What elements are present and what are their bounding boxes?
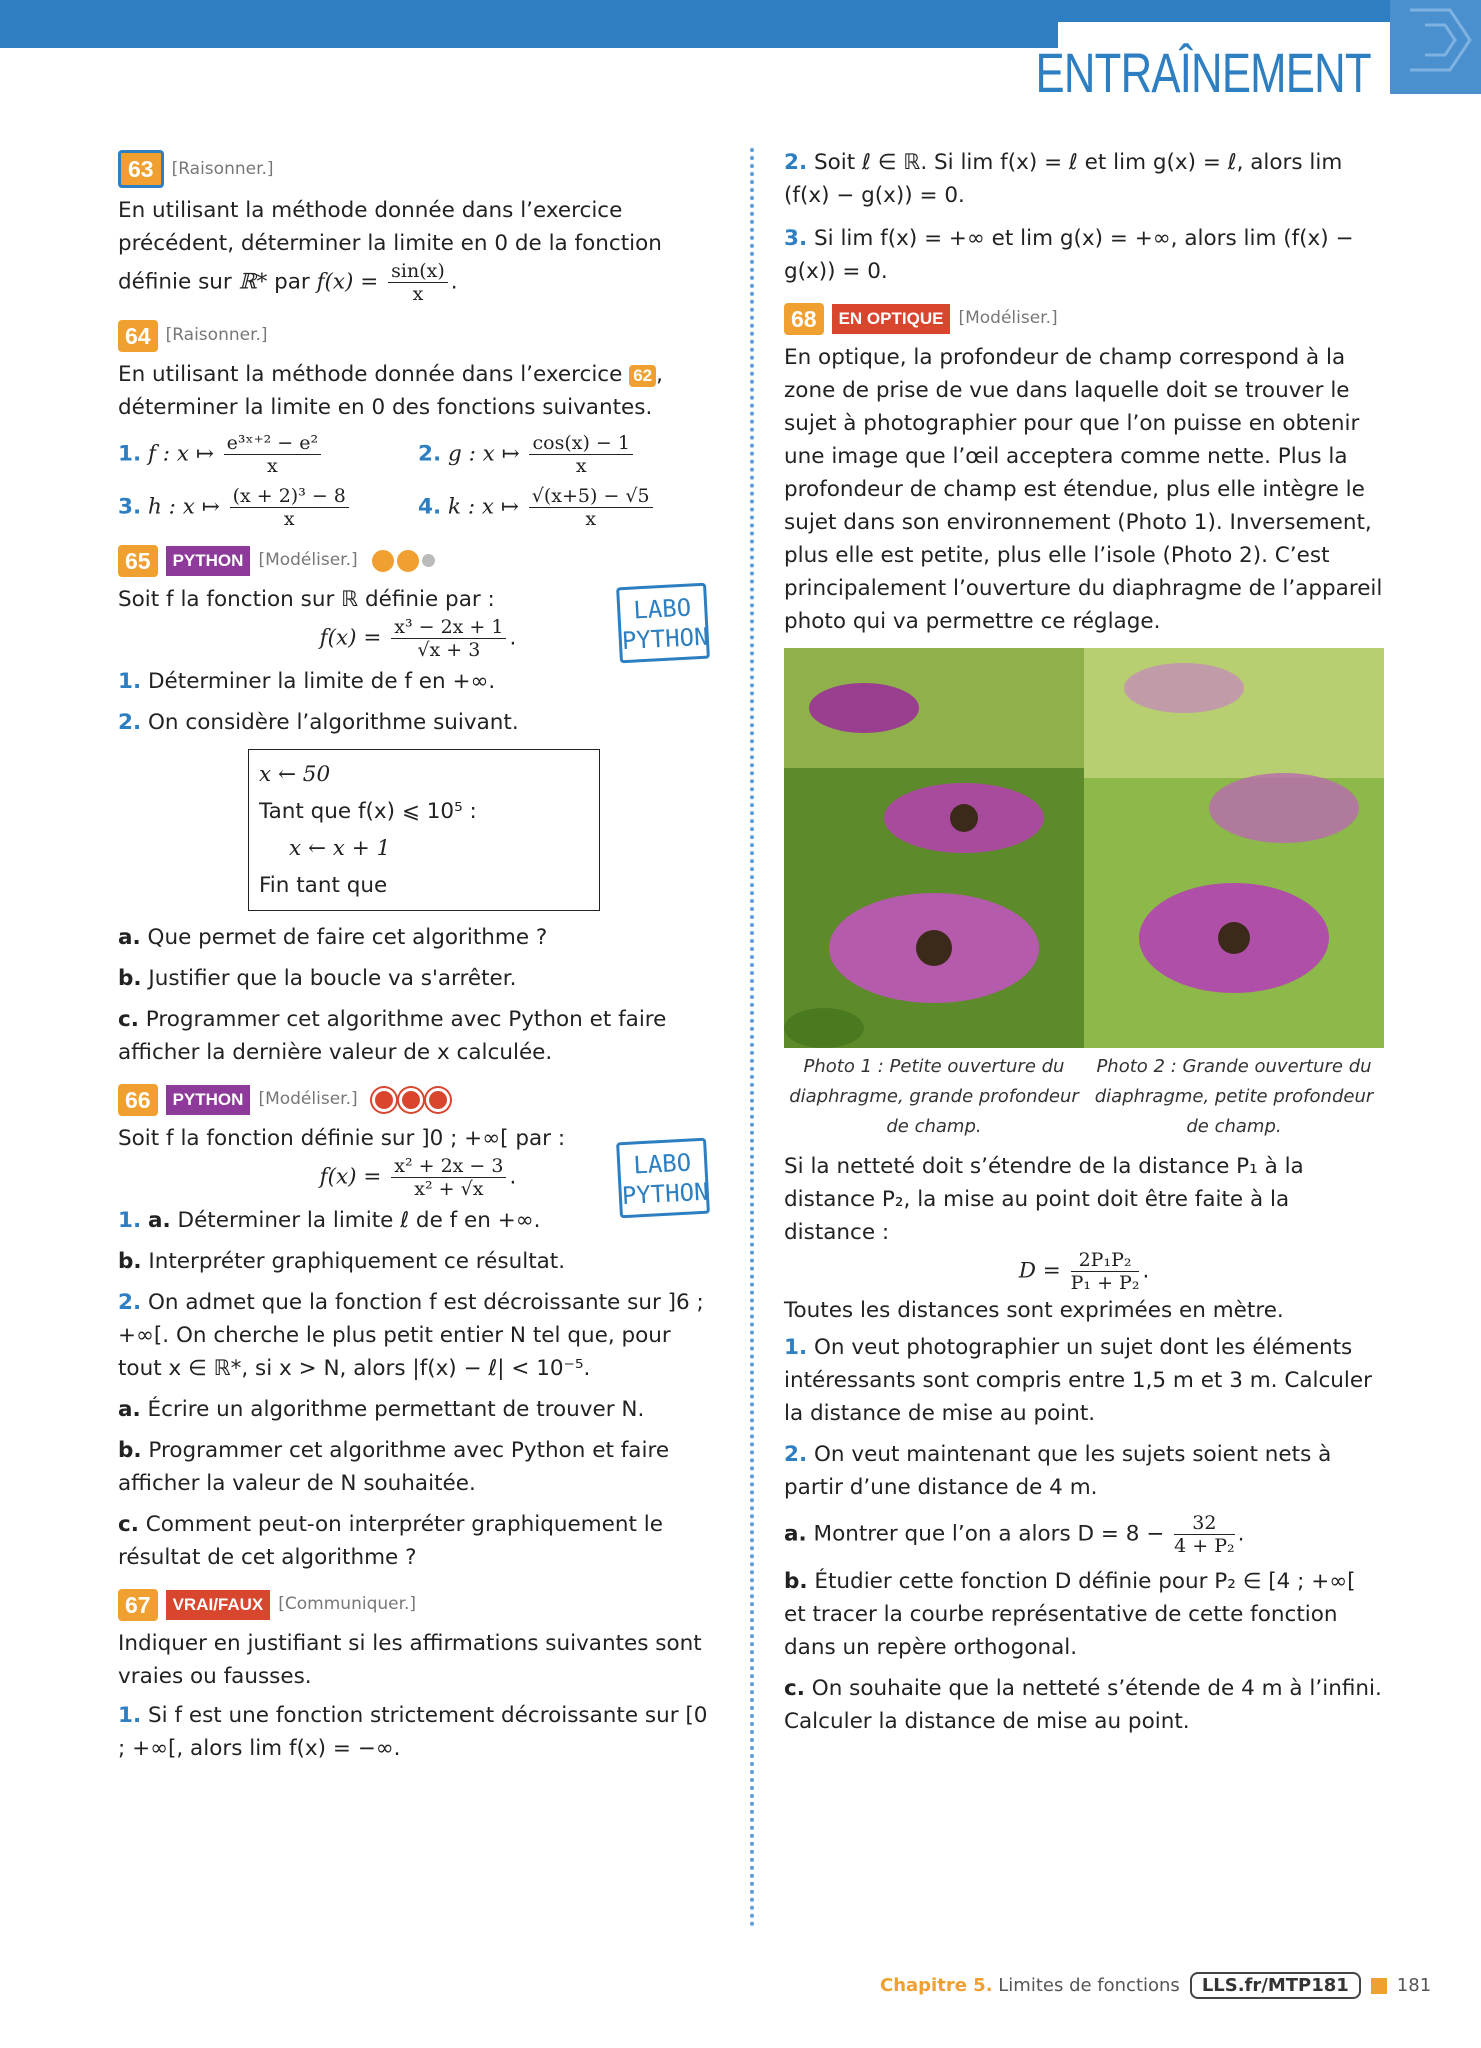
column-divider [750, 148, 754, 1928]
exercise-ref-badge[interactable]: 62 [629, 365, 656, 387]
skill-label: [Modéliser.] [258, 550, 358, 570]
statement-text: Si lim f(x) = +∞ et lim g(x) = +∞, alors lim (f(x) − g(x)) = 0. [784, 226, 1354, 284]
exercise-68-header [784, 302, 1384, 335]
python-tag: PYTHON [166, 546, 251, 576]
fraction: $\frac{√(x+5) - √5}{x}$ [529, 485, 653, 530]
algorithm-box: x ← 50 Tant que f(x) ⩽ 10⁵ : x ← x + 1 Fin tant que [248, 749, 600, 911]
right-column: 2. Soit ℓ ∈ ℝ. Si lim f(x) = ℓ et lim g(x) = ℓ, alors lim (f(x) − g(x)) = 0. 3. Si lim f(x) = +∞ et lim g(x) = +∞, alors lim (f(x) − g(x)) = 0. 68 EN OPTIQUE [Modéliser.] En optique, la profondeur de champ correspond à la zone de prise de vue dans laquelle doit se trouver le sujet à photographier pour que l’on puisse en obtenir une image que l’œil acceptera comme nette. Plus la profondeur de champ est étendue, plus elle intègre le sujet dans son environnement (Photo 1). Inversement, plus elle est petite, plus elle l’isole (Photo 2). C’est principalement l’ouverture du diaphragme de l’appareil photo qui va permettre ce réglage. Photo 1 : Petite ouverture du diaphragme, grande profondeur de champ. Photo 2 : Grande ouverture du diaphragme, petite profondeur de champ. Si la netteté doit s’étendre de la distance P₁ à la distance P₂, la mise au point doit être faite à la distance : D = $\frac{\text{2P₁P₂}}{\text{P₁ + P₂}}$ . Toutes les distances sont exprimées en mètre. 1. On veut photographier un sujet dont les éléments intéressants sont compris entre 1,5 m et 3 m. Calculer la distance de mise au point. 2. On veut maintenant que les sujets soient nets à partir d’une distance de 4 m. a. Montrer que l’on a alors D = 8 − $\frac{32}{\text{4 + P₂}}$ . b. Étudier cette fonction D définie pour P₂ ∈ [4 ; +∞[ et tracer la courbe représentative de cette fonction dans un repère orthogonal. c. On souhaite que la netteté s’étende de 4 m à l’infini. Calculer la distance de mise au point. [784, 150, 1383, 1734]
skill-label: [Modéliser.] [258, 1089, 358, 1109]
fraction: $\frac{32}{\text{4 + P₂}}$ [1174, 1512, 1235, 1557]
exercise-67-header [118, 1588, 718, 1621]
header-bar [0, 0, 1058, 48]
fraction: $\frac{\text{x² + 2x − 3}}{\text{x² + √x}}$ [391, 1155, 506, 1200]
left-column: 63 [Raisonner.] En utilisant la méthode donnée dans l’exercice précédent, déterminer la limite en 0 de la fonction définie sur ℝ* par f(x) = $\frac{\sin(x)}{x}$ . 64 [Raisonner.] En utilisant la méthode donnée dans l’exercice 62 , déterminer la limite en 0 des fonctions suivantes. 1. f : x ↦ $\frac{\text{e³ˣ⁺² − e²}}{x}$ 2. g : x ↦ $\frac{\cos(x) - 1}{x}$ 3. h : x ↦ $\frac{\text{(x + 2)³ − 8}}{x}$ 4. k : x ↦ $\frac{√(x+5) - √5}{x}$ 65 PYTHON [Modéliser.] Soit f la fonction sur ℝ définie par : f(x) = $\frac{\text{x³ − 2x + 1}}{√x + 3}$ . 1. Déterminer la limite de f en +∞. 2. On considère l’algorithme suivant. x ← 50 Tant que f(x) ⩽ 10⁵ : x ← x + 1 Fin tant que a. Que permet de faire cet algorithme ? b. Justifier que la boucle va s'arrêter. c. Programmer cet algorithme avec Python et faire afficher la dernière valeur de x calculée. 66 PYTHON [Modéliser.] Soit f la fonction définie sur ]0 ; +∞[ par : f(x) = $\frac{\text{x² + 2x − 3}}{\text{x² + √x}}$ . 1. a. Déterminer la limite ℓ de f en +∞. b. Interpréter graphiquement ce résultat. 2. On admet que la fonction f est décroissante sur ]6 ; +∞[. On cherche le plus petit entier N tel que, pour tout x ∈ ℝ*, si x > N, alors |f(x) − ℓ| < 10⁻⁵. a. Écrire un algorithme permettant de trouver N. b. Programmer cet algorithme avec Python et faire afficher la valeur de N souhaitée. c. Comment peut-on interpréter graphiquement le résultat de cet algorithme ? 67 VRAI/FAUX [Communiquer.] Indiquer en justifiant si les affirmations suivantes sont vraies ou fausses. 1. Si f est une fonction strictement décroissante sur [0 ; +∞[, alors lim f(x) = −∞. [118, 150, 718, 1765]
exercise-65-header [118, 544, 718, 577]
photo-1 [784, 648, 1084, 1048]
exercise-68-text: Si la netteté doit s’étendre de la distance P₁ à la distance P₂, la mise au point doit être faite à la distance : [784, 1154, 1304, 1245]
skill-label: [Raisonner.] [171, 158, 274, 179]
photo-pair [784, 648, 1384, 1048]
exercise-65-intro: Soit f la fonction sur ℝ définie par : [118, 587, 495, 612]
page-footer [880, 1972, 1431, 1999]
exercise-number: 67 [118, 1589, 158, 1621]
page-marker-icon [1371, 1978, 1387, 1994]
exercise-65-formula: f(x) = $\frac{\text{x³ − 2x + 1}}{√x + 3}$ . [319, 616, 517, 661]
fraction: $\frac{\text{x³ − 2x + 1}}{√x + 3}$ [391, 616, 506, 661]
statement-text: Soit ℓ ∈ ℝ. Si lim f(x) = ℓ et lim g(x) = ℓ, alors lim (f(x) − g(x)) = 0. [784, 150, 1343, 208]
exercise-63-text: En utilisant la méthode donnée dans l’exercice précédent, déterminer la limite en 0 de la fonction définie sur ℝ* par f(x) = $\frac{\sin(x)}{x}$ . [118, 198, 662, 305]
exercise-number: 66 [118, 1084, 158, 1116]
fraction: $\frac{\cos(x) - 1}{x}$ [529, 432, 632, 477]
exercise-66-header [118, 1083, 718, 1116]
fraction: $\frac{\sin(x)}{x}$ [388, 260, 448, 305]
exercise-64-items-row1: 1. f : x ↦ $\frac{\text{e³ˣ⁺² − e²}}{x}$ 2. g : x ↦ $\frac{\cos(x) - 1}{x}$ [118, 432, 718, 477]
exercise-66-formula: f(x) = $\frac{\text{x² + 2x − 3}}{\text{x² + √x}}$ . [319, 1155, 517, 1200]
corner-pattern-icon [1390, 0, 1481, 94]
exercise-number: 64 [118, 320, 158, 352]
fraction: $\frac{\text{e³ˣ⁺² − e²}}{x}$ [224, 432, 321, 477]
photo-2-caption: Photo 2 : Grande ouverture du diaphragme, petite profondeur de champ. [1094, 1056, 1374, 1137]
python-tag: PYTHON [166, 1085, 251, 1115]
fraction: $\frac{\text{(x + 2)³ − 8}}{x}$ [230, 485, 349, 530]
question-text: Déterminer la limite de f en +∞. [147, 669, 496, 694]
page-title: ENTRAÎNEMENT [1035, 41, 1371, 104]
corner-pattern [1390, 0, 1481, 94]
exercise-68-intro: En optique, la profondeur de champ correspond à la zone de prise de vue dans laquelle doit se trouver le sujet à photographier pour que l’on puisse en obtenir une image que l’œil acceptera comme nette. Plus la profondeur de champ est étendue, plus elle intègre le sujet dans son environnement (Photo 1). Inversement, plus elle est petite, plus elle l’isole (Photo 2). C’est principalement l’ouverture du diaphragme de l’appareil photo qui va permettre ce réglage. [784, 345, 1383, 634]
skill-label: [Modéliser.] [958, 308, 1058, 328]
distance-formula: D = $\frac{\text{2P₁P₂}}{\text{P₁ + P₂}}$ . [1018, 1249, 1150, 1294]
page-number: 181 [1396, 1975, 1432, 1996]
exercise-number: 68 [784, 303, 824, 335]
photo-2 [1084, 648, 1384, 1048]
exercise-number: 65 [118, 545, 158, 577]
difficulty-dots [372, 1088, 450, 1112]
chapter-title: Limites de fonctions [998, 1975, 1180, 1996]
exercise-66-intro: Soit f la fonction définie sur ]0 ; +∞[ par : [118, 1126, 566, 1151]
exercise-67-intro: Indiquer en justifiant si les affirmations suivantes sont vraies ou fausses. [118, 1631, 702, 1689]
skill-label: [Raisonner.] [165, 325, 268, 345]
chapter-label: Chapitre 5. [880, 1975, 993, 1996]
question-text: On considère l’algorithme suivant. [147, 710, 519, 735]
exercise-64-items-row2: 3. h : x ↦ $\frac{\text{(x + 2)³ − 8}}{x}$ 4. k : x ↦ $\frac{√(x+5) - √5}{x}$ [118, 485, 718, 530]
difficulty-dots [372, 550, 435, 572]
optics-tag: EN OPTIQUE [832, 304, 951, 334]
exercise-number: 63 [118, 150, 164, 188]
photo-1-caption: Photo 1 : Petite ouverture du diaphragme, grande profondeur de champ. [789, 1056, 1079, 1137]
exercise-64-text: En utilisant la méthode donnée dans l’exercice 62 , déterminer la limite en 0 des fonctions suivantes. [118, 362, 663, 420]
labo-python-badge[interactable]: LABO PYTHON [616, 583, 710, 664]
photo-captions [784, 1052, 1384, 1142]
true-false-tag: VRAI/FAUX [166, 1590, 271, 1620]
skill-label: [Communiquer.] [278, 1594, 417, 1614]
labo-python-badge[interactable]: LABO PYTHON [616, 1138, 710, 1219]
fraction: $\frac{\text{2P₁P₂}}{\text{P₁ + P₂}}$ [1070, 1249, 1140, 1294]
footer-link[interactable]: LLS.fr/MTP181 [1190, 1972, 1361, 1999]
exercise-64-header [118, 319, 718, 352]
exercise-63-header [118, 150, 718, 188]
